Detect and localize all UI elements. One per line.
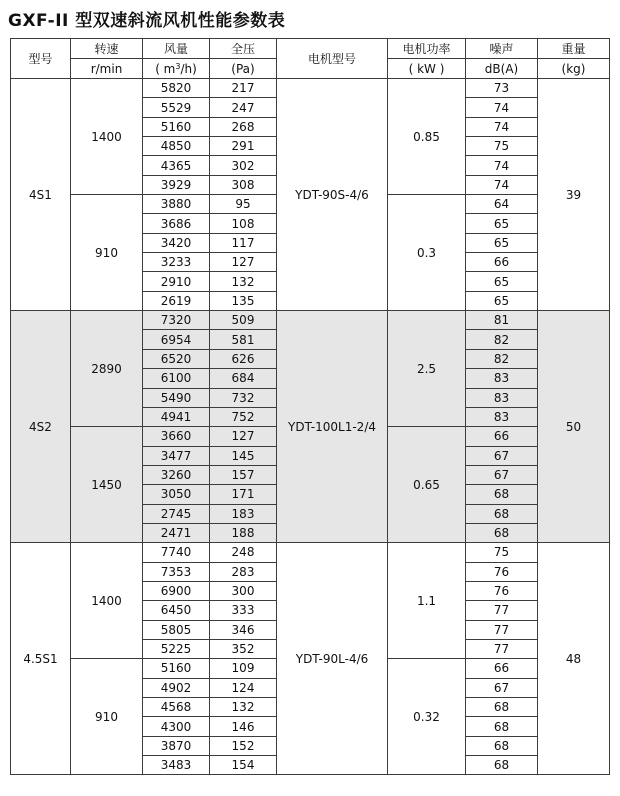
pressure-cell: 300 (210, 581, 277, 600)
pressure-cell: 248 (210, 543, 277, 562)
pressure-cell: 152 (210, 736, 277, 755)
pressure-cell: 127 (210, 427, 277, 446)
pressure-cell: 95 (210, 195, 277, 214)
flow-cell: 5490 (143, 388, 210, 407)
noise-cell: 65 (466, 291, 538, 310)
header-power-unit: ( kW ) (388, 59, 466, 79)
noise-cell: 73 (466, 79, 538, 98)
speed-cell: 1400 (71, 543, 143, 659)
model-cell: 4S2 (11, 311, 71, 543)
pressure-cell: 135 (210, 291, 277, 310)
flow-cell: 5160 (143, 117, 210, 136)
noise-cell: 74 (466, 156, 538, 175)
noise-cell: 65 (466, 272, 538, 291)
noise-cell: 74 (466, 175, 538, 194)
pressure-cell: 171 (210, 485, 277, 504)
pressure-cell: 626 (210, 349, 277, 368)
flow-cell: 3929 (143, 175, 210, 194)
noise-cell: 76 (466, 581, 538, 600)
power-cell: 0.65 (388, 427, 466, 543)
table-row (11, 311, 610, 330)
pressure-cell: 109 (210, 659, 277, 678)
pressure-cell: 684 (210, 369, 277, 388)
pressure-cell: 146 (210, 717, 277, 736)
header-pressure-unit: (Pa) (210, 59, 277, 79)
noise-cell: 74 (466, 98, 538, 117)
flow-cell: 7353 (143, 562, 210, 581)
flow-cell: 3880 (143, 195, 210, 214)
pressure-cell: 217 (210, 79, 277, 98)
flow-cell: 5529 (143, 98, 210, 117)
flow-cell: 4850 (143, 137, 210, 156)
noise-cell: 68 (466, 698, 538, 717)
header-noise: 噪声 (466, 39, 538, 59)
noise-cell: 77 (466, 620, 538, 639)
pressure-cell: 154 (210, 756, 277, 775)
noise-cell: 66 (466, 427, 538, 446)
header-model: 型号 (11, 39, 71, 79)
speed-cell: 1400 (71, 79, 143, 195)
flow-cell: 3870 (143, 736, 210, 755)
weight-cell: 39 (538, 79, 610, 311)
pressure-cell: 352 (210, 639, 277, 658)
pressure-cell: 127 (210, 253, 277, 272)
flow-cell: 6520 (143, 349, 210, 368)
header-flow: 风量 (143, 39, 210, 59)
flow-cell: 3233 (143, 253, 210, 272)
noise-cell: 75 (466, 543, 538, 562)
header-weight: 重量 (538, 39, 610, 59)
pressure-cell: 124 (210, 678, 277, 697)
model-cell: 4S1 (11, 79, 71, 311)
noise-cell: 68 (466, 756, 538, 775)
pressure-cell: 117 (210, 233, 277, 252)
flow-unit-prefix: ( m (155, 61, 176, 76)
flow-cell: 3483 (143, 756, 210, 775)
pressure-cell: 302 (210, 156, 277, 175)
noise-cell: 68 (466, 717, 538, 736)
power-cell: 2.5 (388, 311, 466, 427)
flow-cell: 4941 (143, 407, 210, 426)
performance-table (10, 38, 610, 775)
flow-cell: 3477 (143, 446, 210, 465)
model-cell: 4.5S1 (11, 543, 71, 775)
flow-cell: 5160 (143, 659, 210, 678)
header-weight-unit: (kg) (538, 59, 610, 79)
noise-cell: 75 (466, 137, 538, 156)
pressure-cell: 283 (210, 562, 277, 581)
pressure-cell: 308 (210, 175, 277, 194)
header-motor: 电机型号 (277, 39, 388, 79)
pressure-cell: 291 (210, 137, 277, 156)
flow-cell: 4365 (143, 156, 210, 175)
motor-cell: YDT-100L1-2/4 (277, 311, 388, 543)
motor-cell: YDT-90S-4/6 (277, 79, 388, 311)
flow-cell: 6100 (143, 369, 210, 388)
pressure-cell: 132 (210, 272, 277, 291)
flow-cell: 4902 (143, 678, 210, 697)
flow-cell: 2619 (143, 291, 210, 310)
pressure-cell: 346 (210, 620, 277, 639)
page-title: GXF-II 型双速斜流风机性能参数表 (8, 11, 286, 31)
noise-cell: 83 (466, 407, 538, 426)
pressure-cell: 132 (210, 698, 277, 717)
noise-cell: 66 (466, 253, 538, 272)
pressure-cell: 183 (210, 504, 277, 523)
table-row (11, 543, 610, 562)
flow-cell: 6450 (143, 601, 210, 620)
pressure-cell: 732 (210, 388, 277, 407)
table-row (11, 79, 610, 98)
noise-cell: 67 (466, 678, 538, 697)
power-cell: 0.32 (388, 659, 466, 775)
header-noise-unit: dB(A) (466, 59, 538, 79)
noise-cell: 83 (466, 388, 538, 407)
noise-cell: 82 (466, 330, 538, 349)
header-speed-unit: r/min (71, 59, 143, 79)
flow-cell: 2745 (143, 504, 210, 523)
noise-cell: 68 (466, 736, 538, 755)
flow-cell: 7320 (143, 311, 210, 330)
noise-cell: 64 (466, 195, 538, 214)
flow-cell: 5805 (143, 620, 210, 639)
pressure-cell: 333 (210, 601, 277, 620)
pressure-cell: 509 (210, 311, 277, 330)
flow-cell: 4300 (143, 717, 210, 736)
pressure-cell: 268 (210, 117, 277, 136)
noise-cell: 77 (466, 639, 538, 658)
flow-cell: 3420 (143, 233, 210, 252)
power-cell: 0.3 (388, 195, 466, 311)
speed-cell: 910 (71, 195, 143, 311)
noise-cell: 77 (466, 601, 538, 620)
table-header (11, 39, 610, 79)
flow-cell: 3660 (143, 427, 210, 446)
noise-cell: 65 (466, 214, 538, 233)
model-group (11, 543, 610, 775)
flow-unit-superscript: 3 (175, 61, 181, 71)
speed-cell: 910 (71, 659, 143, 775)
flow-cell: 5225 (143, 639, 210, 658)
pressure-cell: 752 (210, 407, 277, 426)
flow-cell: 5820 (143, 79, 210, 98)
pressure-cell: 247 (210, 98, 277, 117)
pressure-cell: 581 (210, 330, 277, 349)
model-group (11, 79, 610, 311)
header-pressure: 全压 (210, 39, 277, 59)
flow-cell: 6900 (143, 581, 210, 600)
header-speed: 转速 (71, 39, 143, 59)
flow-unit-suffix: /h) (180, 61, 197, 76)
flow-cell: 2471 (143, 523, 210, 542)
noise-cell: 83 (466, 369, 538, 388)
power-cell: 0.85 (388, 79, 466, 195)
header-flow-unit (143, 59, 210, 79)
weight-cell: 48 (538, 543, 610, 775)
flow-cell: 6954 (143, 330, 210, 349)
speed-cell: 1450 (71, 427, 143, 543)
pressure-cell: 188 (210, 523, 277, 542)
speed-cell: 2890 (71, 311, 143, 427)
flow-cell: 3260 (143, 465, 210, 484)
motor-cell: YDT-90L-4/6 (277, 543, 388, 775)
noise-cell: 65 (466, 233, 538, 252)
power-cell: 1.1 (388, 543, 466, 659)
noise-cell: 82 (466, 349, 538, 368)
noise-cell: 66 (466, 659, 538, 678)
noise-cell: 68 (466, 485, 538, 504)
noise-cell: 67 (466, 465, 538, 484)
flow-cell: 2910 (143, 272, 210, 291)
noise-cell: 68 (466, 523, 538, 542)
noise-cell: 76 (466, 562, 538, 581)
noise-cell: 68 (466, 504, 538, 523)
flow-cell: 7740 (143, 543, 210, 562)
pressure-cell: 145 (210, 446, 277, 465)
flow-cell: 4568 (143, 698, 210, 717)
noise-cell: 67 (466, 446, 538, 465)
weight-cell: 50 (538, 311, 610, 543)
model-group (11, 311, 610, 543)
pressure-cell: 157 (210, 465, 277, 484)
header-power: 电机功率 (388, 39, 466, 59)
noise-cell: 81 (466, 311, 538, 330)
flow-cell: 3686 (143, 214, 210, 233)
flow-cell: 3050 (143, 485, 210, 504)
pressure-cell: 108 (210, 214, 277, 233)
noise-cell: 74 (466, 117, 538, 136)
